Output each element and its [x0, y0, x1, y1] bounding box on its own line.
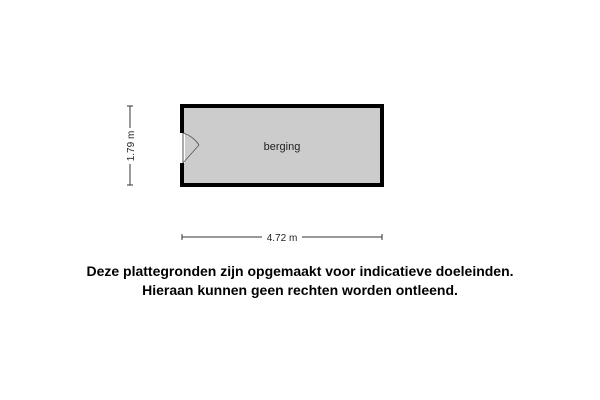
height-dimension-label: 1.79 m: [126, 130, 137, 162]
width-dimension-label: 4.72 m: [266, 233, 298, 244]
door-opening: [179, 133, 185, 163]
disclaimer-line-2: Hieraan kunnen geen rechten worden ontleend.: [142, 282, 458, 298]
room-label: berging: [263, 141, 301, 153]
disclaimer-line-1: Deze plattegronden zijn opgemaakt voor indicatieve doeleinden.: [86, 263, 514, 279]
disclaimer: [0, 262, 600, 300]
